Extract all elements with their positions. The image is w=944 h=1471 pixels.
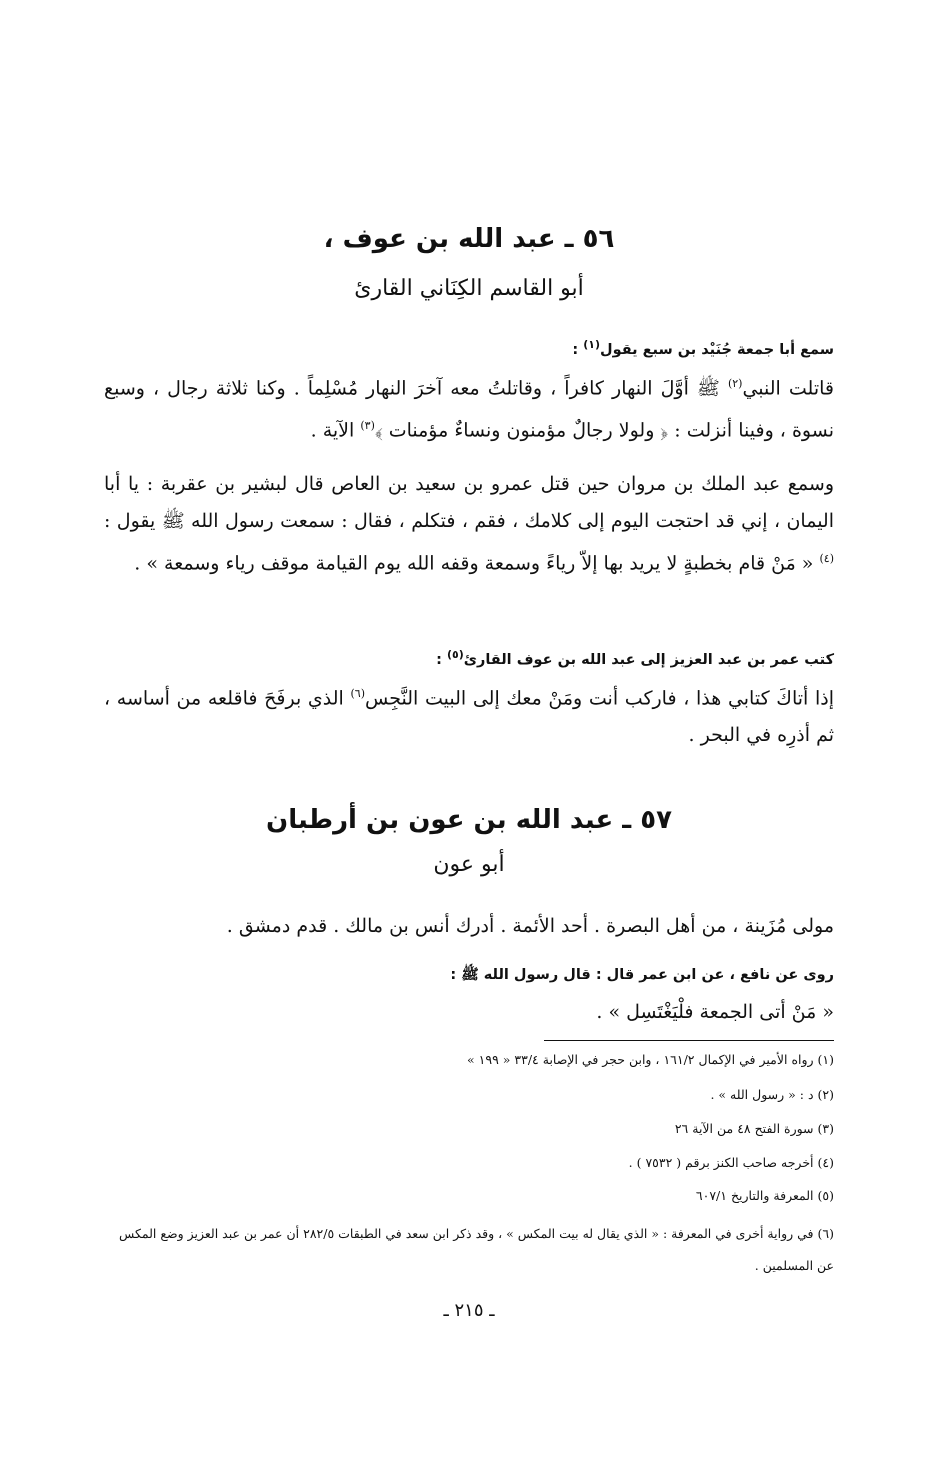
text: إذا أتاكَ كتابي هذا ، فاركب أنت ومَنْ معك إلى البيت النَّجِس xyxy=(365,687,834,710)
footnote-4: (٤) أخرجه صاحب الكنز برقم ( ٧٥٣٢ ) . xyxy=(628,1155,834,1170)
text: قاتلت النبي xyxy=(742,377,834,400)
text: الذي برفَحَ فاقلعه من أساسه ، ثم أذرِه في البحر . xyxy=(104,687,834,747)
footnote-1: (١) رواه الأمير في الإكمال ١٦١/٢ ، وابن حجر في الإصابة ٣٣/٤ « ١٩٩ » xyxy=(467,1052,834,1067)
footnote-2: (٢) د : « رسول الله » . xyxy=(710,1087,834,1102)
text: ﷺ أوَّلَ النهار كافراً ، وقاتلتُ معه آخرَ النهار مُسْلِماً . وكنا ثلاثة رجال ، وسبع نسوة ، وفينا أنزلت : ﴿ ولولا رجالٌ مؤمنون ونساءٌ مؤمنات ﴾ xyxy=(104,377,834,442)
footnote-ref: (٥) xyxy=(446,648,464,661)
footnote-5: (٥) المعرفة والتاريخ ٦٠٧/١ xyxy=(695,1188,834,1203)
footnote-separator xyxy=(544,1040,834,1041)
text: « مَنْ قام بخطبةٍ لا يريد بها إلاّ رياءً وسمعة وقفه الله يوم القيامة موقف رياء وسمعة » . xyxy=(134,552,820,575)
footnote-ref: (١) xyxy=(583,338,601,351)
entry-57-quote: « مَنْ أتى الجمعة فلْيَغْتَسِل » . xyxy=(596,1001,834,1023)
intro-text: كتب عمر بن عبد العزيز إلى عبد الله بن عوف القارئ xyxy=(463,651,834,668)
entry-57-subheading: أبو عون xyxy=(433,852,505,877)
footnote-ref: (٦) xyxy=(350,687,366,700)
entry-56-paragraph-3 xyxy=(104,675,834,754)
entry-56-paragraph-1 xyxy=(104,365,834,450)
intro-text: سمع أبا جمعة جُنَيْد بن سبع يقول xyxy=(600,341,834,358)
page-number: ـ ٢١٥ ـ xyxy=(443,1300,495,1321)
entry-57-heading: ٥٧ ـ عبد الله بن عون بن أرطبان xyxy=(266,805,672,835)
entry-56-paragraph-2 xyxy=(104,466,834,582)
entry-56-paragraph-1-intro xyxy=(104,338,834,358)
footnote-ref: (٣) xyxy=(360,419,375,433)
text: الآية . xyxy=(310,419,361,442)
intro-end: : xyxy=(572,341,584,358)
text: وسمع عبد الملك بن مروان حين قتل عمرو بن سعيد بن العاص قال لبشير بن عقربة : يا أبا اليمان ، إني قد احتجت اليوم إلى كلامك ، فقم ، فتكلم ، فقال : سمعت رسول الله ﷺ يقول : xyxy=(104,473,834,532)
entry-57-paragraph-1: مولى مُزَينة ، من أهل البصرة . أحد الأئمة . أدرك أنس بن مالك . قدم دمشق . xyxy=(226,915,834,937)
footnote-6: (٦) في رواية أخرى في المعرفة : « الذي يقال له بيت المكس » ، وقد ذكر ابن سعد في الطبقات ٢٨٢/٥ أن عمر بن عبد العزيز وضع المكس عن المسلمين . xyxy=(119,1226,834,1273)
footnote-ref: (٢) xyxy=(727,377,743,390)
entry-56-paragraph-3-intro xyxy=(104,648,834,668)
entry-56-subheading: أبو القاسم الكِنَاني القارئ xyxy=(354,276,584,301)
entry-56-heading: ٥٦ ـ عبد الله بن عوف ، xyxy=(323,224,615,254)
intro-end: : xyxy=(436,651,447,668)
entry-57-paragraph-2-intro: روى عن نافع ، عن ابن عمر قال : قال رسول الله ﷺ : xyxy=(450,967,834,983)
footnote-3: (٣) سورة الفتح ٤٨ من الآية ٢٦ xyxy=(674,1121,834,1136)
footnote-ref: (٤) xyxy=(819,552,834,565)
